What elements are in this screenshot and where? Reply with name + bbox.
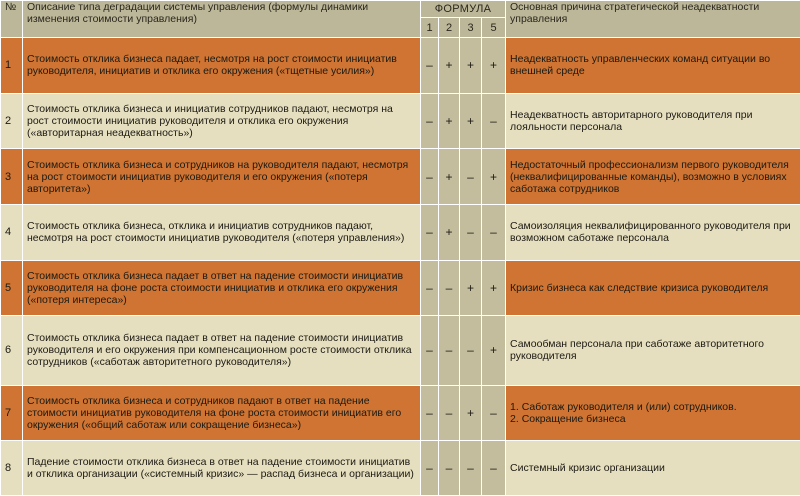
table-row <box>1 260 800 316</box>
formula-mark: – <box>482 441 506 496</box>
formula-mark: – <box>421 93 439 149</box>
formula-mark: – <box>421 149 439 205</box>
formula-col-1: 1 <box>421 18 439 38</box>
row-number: 8 <box>1 441 23 496</box>
row-description: Стоимость отклика бизнеса и сотрудников падают в ответ на падение стоимости инициатив руководителя на фоне роста стоимости инициатив его окружения («общий саботаж или сокращение бизнеса») <box>23 385 421 441</box>
row-description: Стоимость отклика бизнеса и инициатив сотрудников падают, несмотря на рост стоимости инициатив руководителя и отклика его окружения («авторитарная неадекватность») <box>23 93 421 149</box>
formula-col-3: 3 <box>460 18 482 38</box>
formula-mark: – <box>421 260 439 316</box>
row-number: 3 <box>1 149 23 205</box>
formula-mark: + <box>439 93 460 149</box>
row-number: 4 <box>1 205 23 261</box>
header-formula: ФОРМУЛА <box>421 1 506 18</box>
formula-mark: – <box>439 441 460 496</box>
header-cause: Основная причина стратегической неадекватности управления <box>506 1 800 38</box>
row-cause: Самообман персонала при саботаже авторитетного руководителя <box>506 316 800 385</box>
header-number: № <box>1 1 23 38</box>
formula-mark: + <box>439 149 460 205</box>
formula-mark: + <box>460 385 482 441</box>
formula-mark: – <box>421 385 439 441</box>
formula-mark: + <box>482 38 506 94</box>
row-cause: Неадекватность управленческих команд ситуации во внешней среде <box>506 38 800 94</box>
formula-col-2: 2 <box>439 18 460 38</box>
row-number: 5 <box>1 260 23 316</box>
table-row <box>1 441 800 496</box>
formula-mark: – <box>482 385 506 441</box>
row-number: 6 <box>1 316 23 385</box>
table-row <box>1 149 800 205</box>
formula-mark: + <box>460 38 482 94</box>
formula-mark: + <box>439 38 460 94</box>
table-row <box>1 316 800 385</box>
row-description: Падение стоимости отклика бизнеса в ответ на падение стоимости инициатив и отклика организации («системный кризис» — распад бизнеса и организации) <box>23 441 421 496</box>
row-description: Стоимость отклика бизнеса и сотрудников на руководителя падают, несмотря на рост стоимости инициатив руководителя и его окружения («потеря авторитета») <box>23 149 421 205</box>
row-cause: Самоизоляция неквалифицированного руководителя при возможном саботаже персонала <box>506 205 800 261</box>
formula-mark: – <box>439 260 460 316</box>
row-description: Стоимость отклика бизнеса, отклика и инициатив сотрудников падают, несмотря на рост стоимости инициатив руководителя («потеря управления») <box>23 205 421 261</box>
row-number: 1 <box>1 38 23 94</box>
formula-col-5: 5 <box>482 18 506 38</box>
formula-mark: – <box>439 316 460 385</box>
formula-mark: + <box>439 205 460 261</box>
formula-mark: – <box>421 316 439 385</box>
formula-mark: – <box>482 205 506 261</box>
formula-mark: – <box>460 316 482 385</box>
table-body <box>1 38 800 496</box>
formula-mark: – <box>439 385 460 441</box>
row-cause: Системный кризис организации <box>506 441 800 496</box>
row-description: Стоимость отклика бизнеса падает в ответ на падение стоимости инициатив руководителя и его окружения при компенсационном росте стоимости отклика сотрудников («саботаж авторитетного руководителя») <box>23 316 421 385</box>
formula-mark: – <box>460 205 482 261</box>
formula-mark: + <box>460 93 482 149</box>
formula-mark: – <box>460 149 482 205</box>
row-cause: Неадекватность авторитарного руководителя при лояльности персонала <box>506 93 800 149</box>
row-cause: Недостаточный профессионализм первого руководителя (неквалифицированные команды), возможно в условиях саботажа сотрудников <box>506 149 800 205</box>
row-number: 7 <box>1 385 23 441</box>
formula-mark: – <box>421 441 439 496</box>
row-description: Стоимость отклика бизнеса падает в ответ на падение стоимости инициатив руководителя на фоне роста стоимости инициатив и отклика его окружения («потеря интереса») <box>23 260 421 316</box>
table-row <box>1 385 800 441</box>
row-cause: 1. Саботаж руководителя и (или) сотрудников. 2. Сокращение бизнеса <box>506 385 800 441</box>
formula-mark: + <box>482 316 506 385</box>
formula-mark: + <box>482 149 506 205</box>
table-row <box>1 93 800 149</box>
formula-mark: – <box>421 205 439 261</box>
row-number: 2 <box>1 93 23 149</box>
formula-mark: + <box>482 260 506 316</box>
formula-mark: – <box>421 38 439 94</box>
formula-mark: + <box>460 260 482 316</box>
formula-mark: – <box>482 93 506 149</box>
header-description: Описание типа деградации системы управления (формулы динамики изменения стоимости управления) <box>23 1 421 38</box>
table-row <box>1 205 800 261</box>
formula-mark: – <box>460 441 482 496</box>
row-cause: Кризис бизнеса как следствие кризиса руководителя <box>506 260 800 316</box>
row-description: Стоимость отклика бизнеса падает, несмотря на рост стоимости инициатив руководителя, инициатив и отклика его окружения («тщетные усилия») <box>23 38 421 94</box>
table-row <box>1 38 800 94</box>
